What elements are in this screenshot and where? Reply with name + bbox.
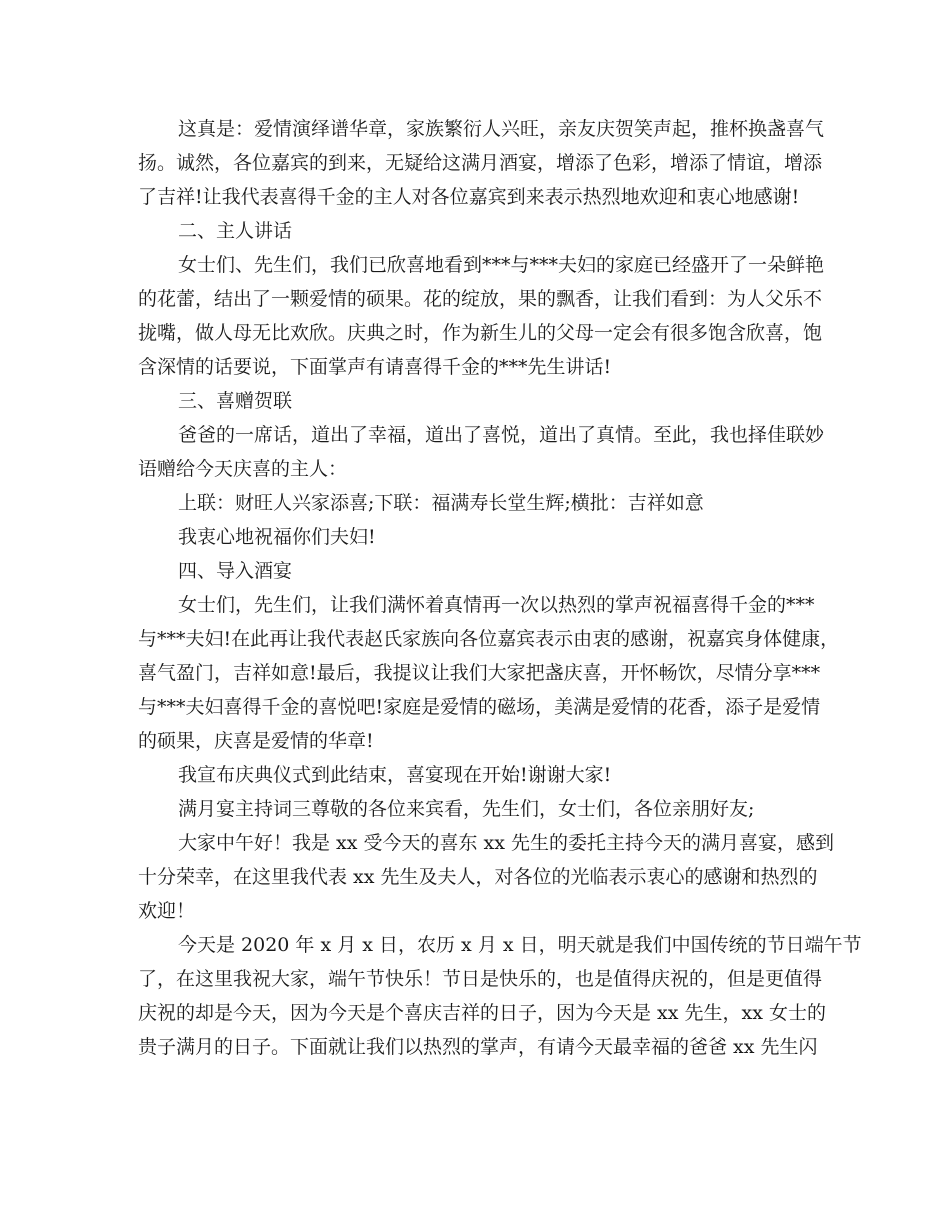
text-line: 与***夫妇!在此再让我代表赵氏家族向各位嘉宾表示由衷的感谢，祝嘉宾身体健康， [138, 628, 840, 650]
text-line: 我宣布庆典仪式到此结束，喜宴现在开始!谢谢大家! [178, 764, 612, 786]
text-line: 了吉祥!让我代表喜得千金的主人对各位嘉宾到来表示热烈地欢迎和衷心地感谢! [138, 186, 800, 208]
document-body [138, 112, 862, 1064]
text-line: 喜气盈门，吉祥如意!最后，我提议让我们大家把盏庆喜，开怀畅饮，尽情分享*** [138, 662, 821, 684]
text-line: 满月宴主持词三尊敬的各位来宾看，先生们，女士们，各位亲朋好友; [178, 798, 755, 820]
text-line: 这真是：爱情演绎谱华章，家族繁衍人兴旺，亲友庆贺笑声起，推杯换盏喜气 [178, 118, 825, 140]
text-line: 的硕果，庆喜是爱情的华章! [138, 730, 374, 752]
text-line: 语赠给今天庆喜的主人： [138, 458, 348, 480]
text-line: 大家中午好！我是 xx 受今天的喜东 xx 先生的委托主持今天的满月喜宴，感到 [178, 832, 835, 854]
text-line: 女士们，先生们，让我们满怀着真情再一次以热烈的掌声祝福喜得千金的*** [178, 594, 815, 616]
text-line: 三、喜赠贺联 [178, 390, 293, 412]
text-line: 上联：财旺人兴家添喜;下联：福满寿长堂生辉;横批：吉祥如意 [178, 492, 704, 514]
text-line: 扬。诚然，各位嘉宾的到来，无疑给这满月酒宴，增添了色彩，增添了情谊，增添 [138, 152, 823, 174]
text-line: 我衷心地祝福你们夫妇! [178, 526, 376, 548]
text-line: 拢嘴，做人母无比欢欣。庆典之时，作为新生儿的父母一定会有很多饱含欣喜，饱 [138, 322, 823, 344]
text-line: 贵子满月的日子。下面就让我们以热烈的掌声，有请今天最幸福的爸爸 xx 先生闪 [138, 1036, 818, 1058]
text-line: 了，在这里我祝大家，端午节快乐！节日是快乐的，也是值得庆祝的，但是更值得 [138, 968, 823, 990]
text-line: 的花蕾，结出了一颗爱情的硕果。花的绽放，果的飘香，让我们看到：为人父乐不 [138, 288, 823, 310]
text-line: 爸爸的一席话，道出了幸福，道出了喜悦，道出了真情。至此，我也择佳联妙 [178, 424, 825, 446]
text-line: 四、导入酒宴 [178, 560, 293, 582]
text-line: 含深情的话要说，下面掌声有请喜得千金的***先生讲话! [138, 356, 612, 378]
text-line: 与***夫妇喜得千金的喜悦吧!家庭是爱情的磁场，美满是爱情的花香，添子是爱情 [138, 696, 821, 718]
text-line: 庆祝的却是今天，因为今天是个喜庆吉祥的日子，因为今天是 xx 先生，xx 女士的 [138, 1002, 826, 1024]
text-line: 欢迎！ [138, 900, 196, 922]
text-line: 女士们、先生们，我们已欣喜地看到***与***夫妇的家庭已经盛开了一朵鲜艳 [178, 254, 825, 276]
text-line: 二、主人讲话 [178, 220, 293, 242]
text-line: 今天是 2020 年 x 月 x 日，农历 x 月 x 日，明天就是我们中国传统的节日端午节 [178, 934, 862, 956]
text-line: 十分荣幸，在这里我代表 xx 先生及夫人，对各位的光临表示衷心的感谢和热烈的 [138, 866, 818, 888]
